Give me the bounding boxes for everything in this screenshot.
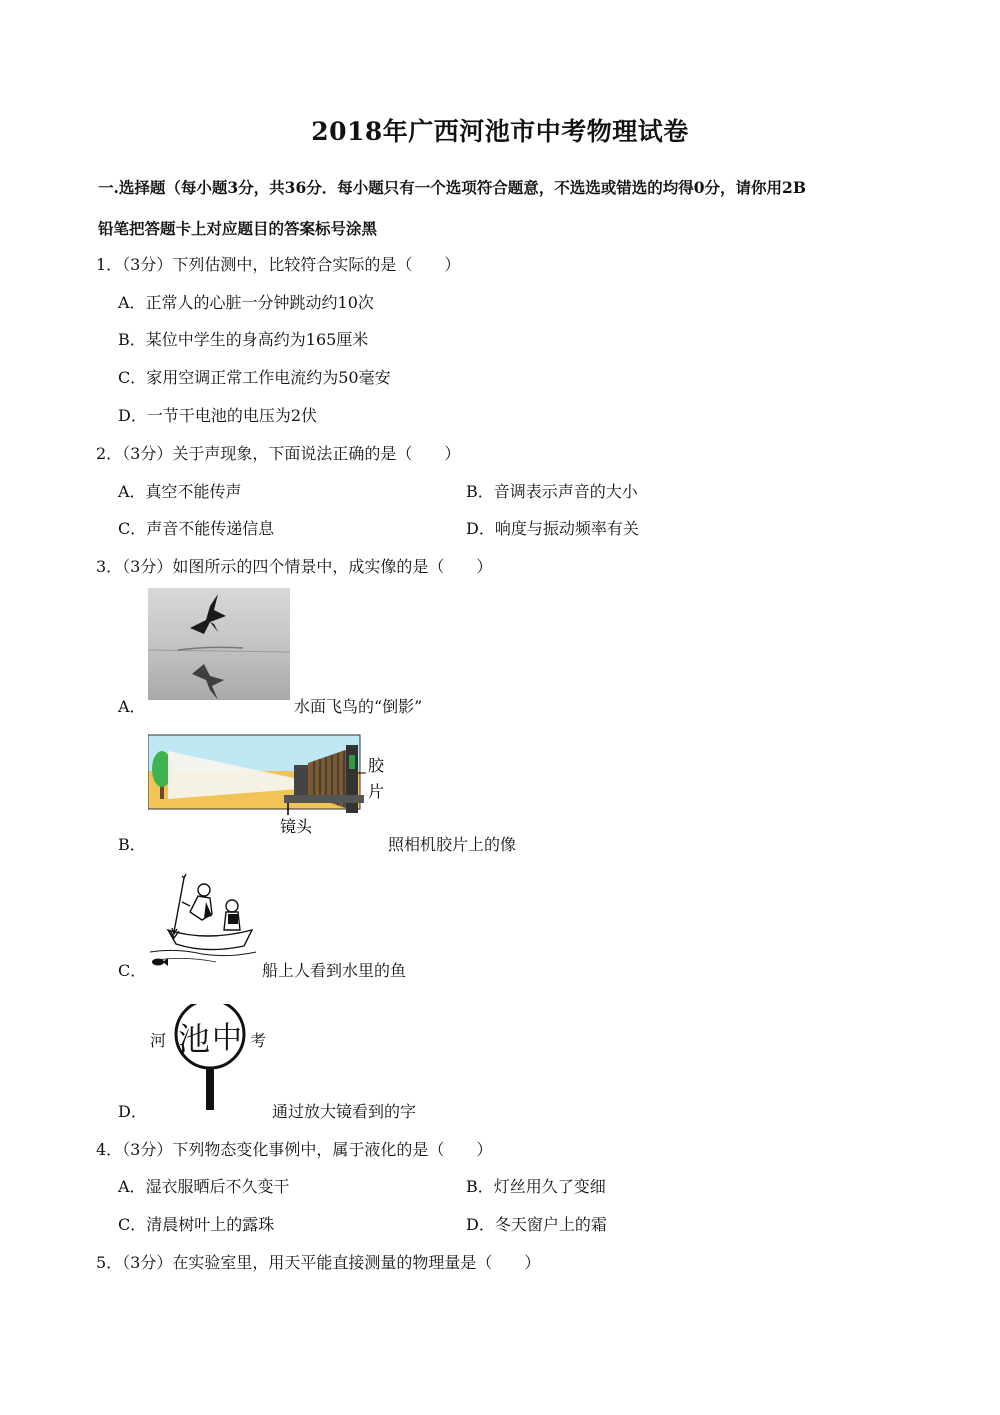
- question-1-option-c: C．家用空调正常工作电流约为50毫安: [118, 368, 391, 387]
- magnifier-char-he: 河: [150, 1031, 167, 1050]
- question-2-option-b: B．音调表示声音的大小: [466, 482, 638, 501]
- question-3-option-c-text: 船上人看到水里的鱼: [262, 961, 407, 980]
- question-4-option-d: D．冬天窗户上的霜: [466, 1215, 607, 1234]
- question-1-stem: 1．（3分）下列估测中，比较符合实际的是（ ）: [96, 255, 461, 274]
- question-2-option-d: D．响度与振动频率有关: [466, 519, 639, 538]
- question-3-option-d-letter: D．: [118, 1102, 147, 1121]
- camera-diagram: [148, 733, 388, 837]
- magnifier-diagram: [146, 1004, 272, 1112]
- question-4-option-c: C．清晨树叶上的露珠: [118, 1215, 275, 1234]
- question-4-stem: 4．（3分）下列物态变化事例中，属于液化的是（ ）: [96, 1140, 493, 1159]
- magnifier-char-chi: 池: [178, 1020, 211, 1058]
- question-3-option-d-text: 通过放大镜看到的字: [272, 1102, 417, 1121]
- boat-fishing-drawing: [146, 872, 260, 970]
- question-1-option-a: A．正常人的心脏一分钟跳动约10次: [118, 293, 374, 312]
- camera-label-film-2: 片: [368, 782, 385, 801]
- question-3-option-b-letter: B．: [118, 835, 146, 854]
- question-3-stem: 3．（3分）如图所示的四个情景中，成实像的是（ ）: [96, 557, 493, 576]
- question-3-option-b-text: 照相机胶片上的像: [388, 835, 517, 854]
- question-2-option-c: C．声音不能传递信息: [118, 519, 275, 538]
- question-5-stem: 5．（3分）在实验室里，用天平能直接测量的物理量是（ ）: [96, 1253, 541, 1272]
- page-title: 2018年广西河池市中考物理试卷: [311, 117, 689, 146]
- question-3-option-a-text: 水面飞鸟的“倒影”: [294, 697, 423, 716]
- section-heading-line-1: 一.选择题（每小题3分，共36分．每小题只有一个选项符合题意，不选选或错选的均得0分，请你用2B: [98, 178, 806, 197]
- section-heading-line-2: 铅笔把答题卡上对应题目的答案标号涂黑: [98, 219, 378, 238]
- question-1-option-d: D．一节干电池的电压为2伏: [118, 406, 318, 425]
- question-2-option-a: A．真空不能传声: [118, 482, 242, 501]
- magnifier-char-zhong: 中: [212, 1021, 242, 1056]
- camera-label-film-1: 胶: [368, 756, 385, 775]
- question-4-option-b: B．灯丝用久了变细: [466, 1177, 606, 1196]
- question-2-stem: 2．（3分）关于声现象，下面说法正确的是（ ）: [96, 444, 461, 463]
- question-3-option-c-letter: C．: [118, 961, 147, 980]
- camera-label-lens: 镜头: [280, 817, 313, 836]
- magnifier-char-kao: 考: [250, 1031, 267, 1050]
- question-4-option-a: A．湿衣服晒后不久变干: [118, 1177, 290, 1196]
- bird-reflection-photo: [148, 588, 290, 700]
- question-3-option-a-letter: A．: [118, 697, 146, 716]
- question-1-option-b: B．某位中学生的身高约为165厘米: [118, 330, 369, 349]
